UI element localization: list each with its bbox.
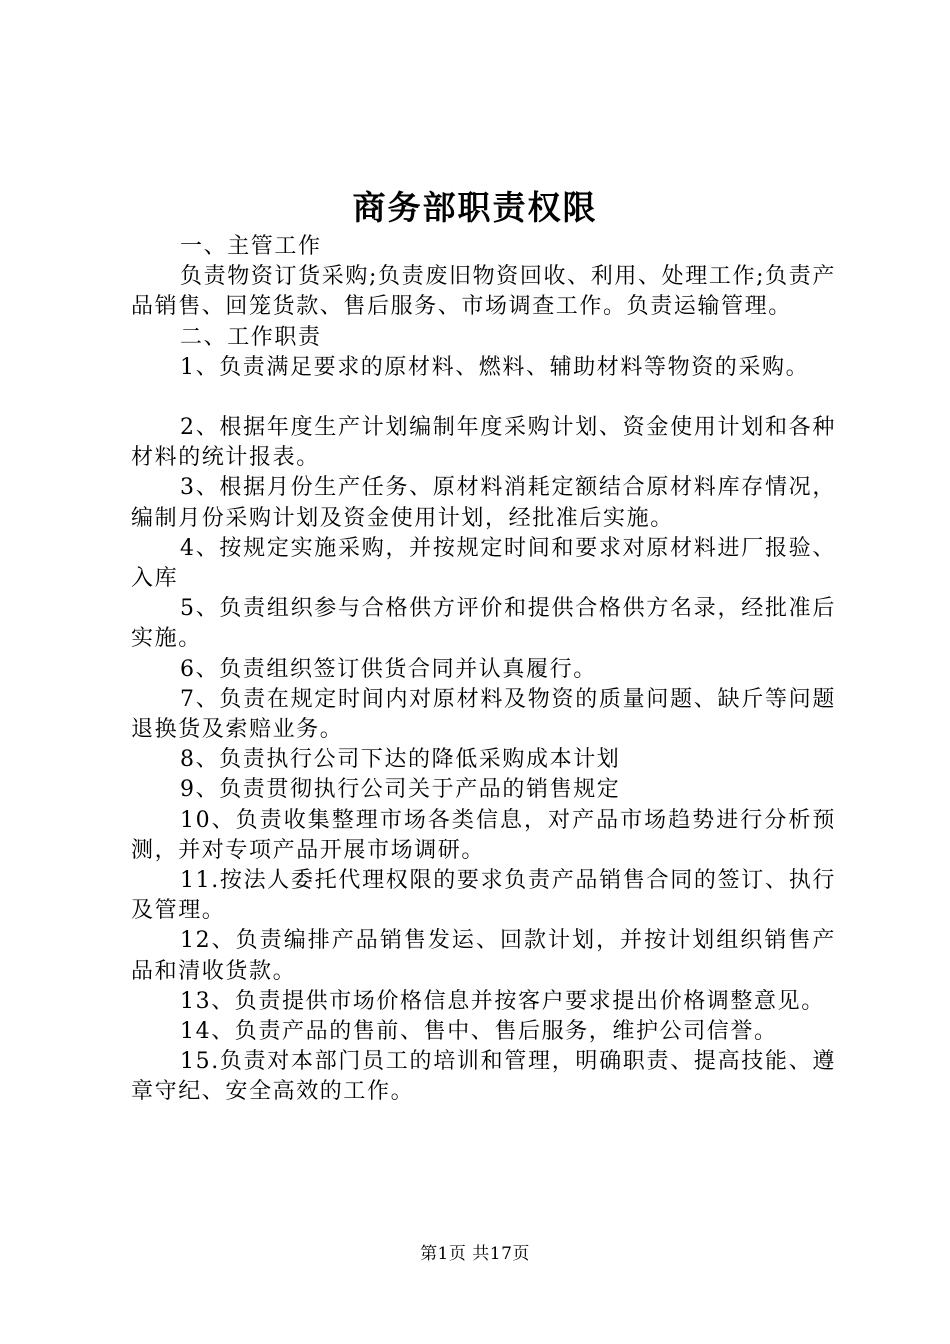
duty-item-3: 3、根据月份生产任务、原材料消耗定额结合原材料库存情况，编制月份采购计划及资金使用计划，经批准后实施。 (131, 475, 836, 531)
duty-item-6: 6、负责组织签订供货合同并认真履行。 (180, 656, 597, 682)
duty-item-9: 9、负责贯彻执行公司关于产品的销售规定 (180, 777, 621, 803)
duty-item-10: 10、负责收集整理市场各类信息，对产品市场趋势进行分析预测，并对专项产品开展市场调研。 (131, 807, 836, 863)
page-indicator: 第1页 共17页 (420, 1244, 530, 1264)
duty-item-12: 12、负责编排产品销售发运、回款计划，并按计划组织销售产品和清收货款。 (131, 928, 836, 984)
document-body (131, 232, 836, 1108)
section-heading-main-work: 一、主管工作 (180, 234, 322, 259)
duty-item-5: 5、负责组织参与合格供方评价和提供合格供方名录，经批准后实施。 (131, 596, 836, 652)
duty-item-7: 7、负责在规定时间内对原材料及物资的质量问题、缺斤等问题退换货及索赔业务。 (131, 686, 836, 743)
duty-item-15: 15.负责对本部门员工的培训和管理，明确职责、提高技能、遵章守纪、安全高效的工作。 (131, 1049, 836, 1105)
duty-item-4: 4、按规定实施采购，并按规定时间和要求对原材料进厂报验、入库 (131, 535, 836, 592)
duty-item-1: 1、负责满足要求的原材料、燃料、辅助材料等物资的采购。 (180, 354, 810, 380)
duty-item-8: 8、负责执行公司下达的降低采购成本计划 (180, 747, 621, 773)
duty-item-2: 2、根据年度生产计划编制年度采购计划、资金使用计划和各种材料的统计报表。 (131, 415, 836, 471)
duty-item-11: 11.按法人委托代理权限的要求负责产品销售合同的签订、执行及管理。 (131, 868, 836, 924)
duty-item-14: 14、负责产品的售前、售中、售后服务，维护公司信誉。 (180, 1019, 778, 1045)
duty-item-13: 13、负责提供市场价格信息并按客户要求提出价格调整意见。 (180, 988, 825, 1014)
paragraph-gap (131, 383, 836, 413)
section-heading-duties: 二、工作职责 (180, 324, 322, 350)
document-title: 商务部职责权限 (352, 188, 598, 227)
main-work-paragraph: 负责物资订货采购;负责废旧物资回收、利用、处理工作;负责产品销售、回笼货款、售后服务、市场调查工作。负责运输管理。 (131, 264, 836, 320)
